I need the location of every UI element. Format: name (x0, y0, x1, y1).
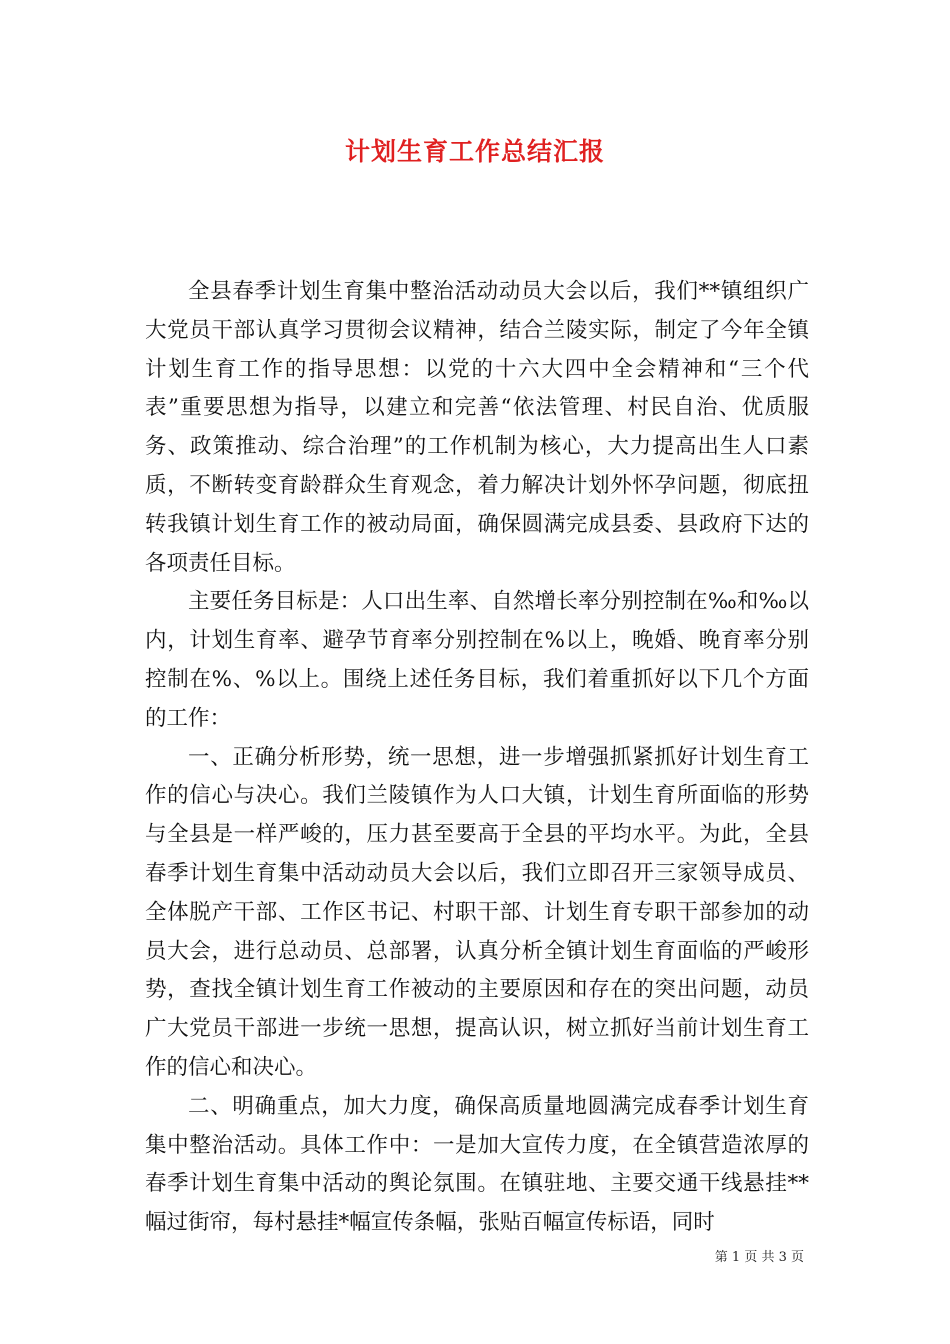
document-body (145, 273, 809, 1243)
paragraph-3: 一、正确分析形势，统一思想，进一步增强抓紧抓好计划生育工作的信心与决心。我们兰陵镇作为人口大镇，计划生育所面临的形势与全县是一样严峻的，压力甚至要高于全县的平均水平。为此，全县春季计划生育集中活动动员大会以后，我们立即召开三家领导成员、全体脱产干部、工作区书记、村职干部、计划生育专职干部参加的动员大会，进行总动员、总部署，认真分析全镇计划生育面临的严峻形势，查找全镇计划生育工作被动的主要原因和存在的突出问题，动员广大党员干部进一步统一思想，提高认识，树立抓好当前计划生育工作的信心和决心。 (145, 744, 809, 1080)
document-title: 计划生育工作总结汇报 (344, 137, 605, 166)
paragraph-2: 主要任务目标是：人口出生率、自然增长率分别控制在‰和‰以内，计划生育率、避孕节育率分别控制在%以上，晚婚、晚育率分别控制在%、%以上。围绕上述任务目标，我们着重抓好以下几个方面的工作： (145, 589, 809, 731)
paragraph-1: 全县春季计划生育集中整治活动动员大会以后，我们**镇组织广大党员干部认真学习贯彻会议精神，结合兰陵实际，制定了今年全镇计划生育工作的指导思想：以党的十六大四中全会精神和“三个代表”重要思想为指导，以建立和完善“依法管理、村民自治、优质服务、政策推动、综合治理”的工作机制为核心，大力提高出生人口素质，不断转变育龄群众生育观念，着力解决计划外怀孕问题，彻底扭转我镇计划生育工作的被动局面，确保圆满完成县委、县政府下达的各项责任目标。 (145, 279, 809, 576)
page-number-footer: 第 1 页 共 3 页 (714, 1250, 804, 1265)
paragraph-4: 二、明确重点，加大力度，确保高质量地圆满完成春季计划生育集中整治活动。具体工作中：一是加大宣传力度，在全镇营造浓厚的春季计划生育集中活动的舆论氛围。在镇驻地、主要交通干线悬挂**幅过街帘，每村悬挂*幅宣传条幅，张贴百幅宣传标语，同时 (145, 1093, 809, 1236)
